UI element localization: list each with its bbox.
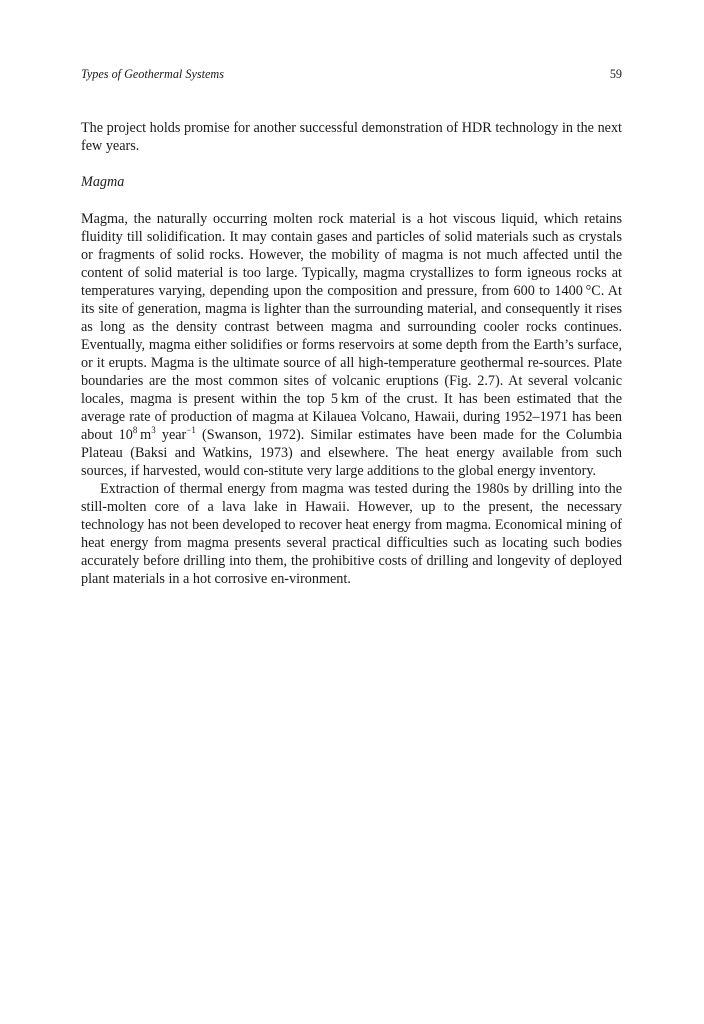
exponent-minus-1: −1 [186,425,196,435]
magma-paragraph-2: Extraction of thermal energy from magma was tested during the 1980s by drilling into the still-molten core of a lava lake in Hawaii. However, up to the present, the necessary technology has not been developed to recover heat energy from magma. Economical mining of heat energy from magma presents several practical difficulties such as locating such bodies accurately before drilling into them, the prohibitive costs of drilling and longevity of deployed plant materials in a hot corrosive en-vironment. [81,481,622,587]
exponent-3: 3 [151,425,156,435]
running-title: Types of Geothermal Systems [81,67,224,81]
page-number: 59 [609,67,622,81]
magma-paragraph-1-part-a: Magma, the naturally occurring molten rock material is a hot viscous liquid, which retains fluidity till solidification. It may contain gases and particles of solid materials such as crystals or fragments of solid rocks. However, the mobility of magma is not much affected until the content of solid material is too large. Typically, magma crystallizes to form igneous rocks at temperatures varying, depending upon the composition and pressure, from 600 to 1400 °C. At its site of generation, magma is lighter than the surrounding material, and consequently it rises as long as the density contrast between magma and surrounding cooler rocks continues. Eventually, magma either solidifies or forms reservoirs at some depth from the Earth’s surface, or it erupts. Magma is the ultimate source of all high-temperature geothermal re-sources. Plate boundaries are the most common sites of volcanic eruptions (Fig. 2.7). At several volcanic locales, magma is present within the top 5 km of the crust. It has been estimated that the average rate of production of magma at Kilauea Volcano, Hawaii, during 1952–1971 has been about 10 [81,211,622,443]
magma-paragraph-1 [81,210,622,480]
exponent-8: 8 [132,425,138,435]
unit-m: m [137,427,152,443]
section-heading: Magma [81,174,125,190]
book-page [81,0,622,1024]
magma-paragraph-1-part-b: (Swanson, 1972). Similar estimates have been made for the Columbia Plateau (Baksi and Watkins, 1973) and elsewhere. The heat energy available from such sources, if harvested, would con-stitute very large additions to the global energy inventory. [81,427,622,479]
unit-year: year [155,427,187,443]
intro-paragraph: The project holds promise for another successful demonstration of HDR technology in the next few years. [81,120,622,154]
body-text [81,119,622,588]
